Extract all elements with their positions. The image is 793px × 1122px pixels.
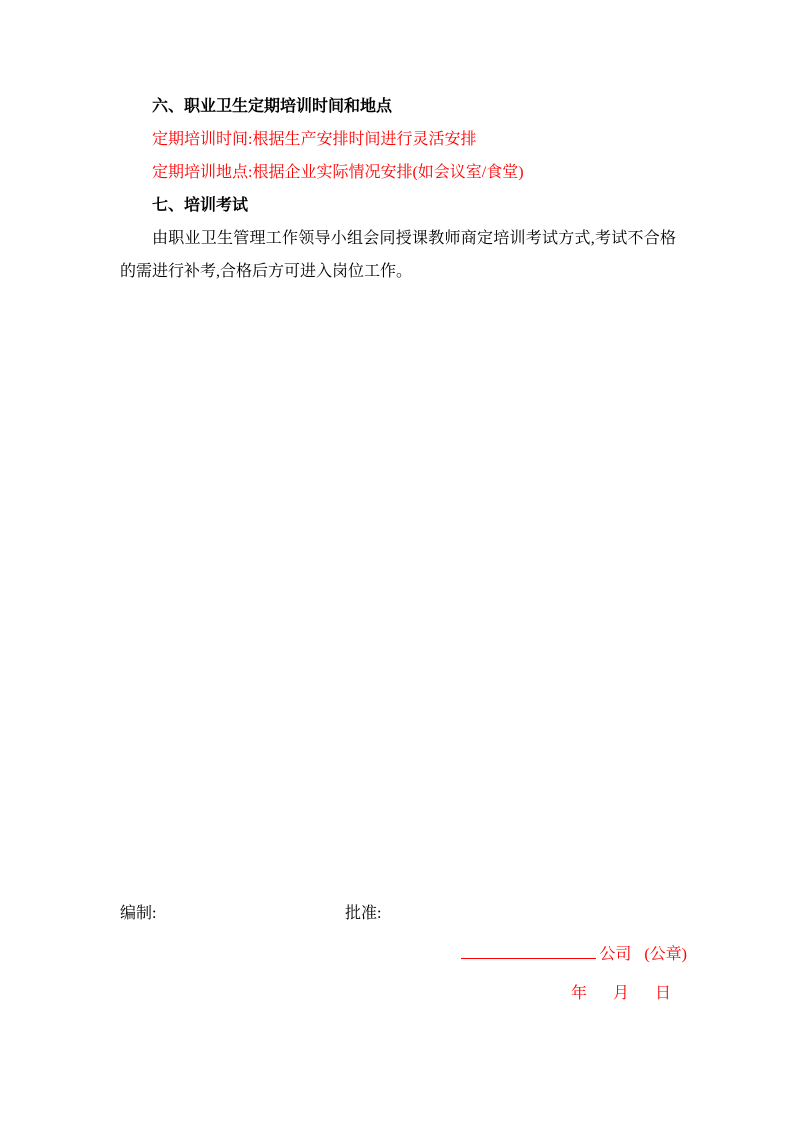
day-label: 日 (654, 985, 671, 1002)
seal-label: (公章) (644, 946, 687, 963)
section-7-heading: 七、培训考试 (152, 197, 249, 214)
date-line (571, 980, 671, 1003)
month-label: 月 (612, 985, 629, 1002)
company-seal-line (461, 941, 687, 964)
signature-row (120, 900, 676, 922)
company-label: 公司 (599, 946, 632, 963)
training-time-line: 定期培训时间:根据生产安排时间进行灵活安排 (152, 131, 477, 148)
section-6-heading: 六、职业卫生定期培训时间和地点 (152, 98, 393, 115)
training-place-line: 定期培训地点:根据企业实际情况安排(如会议室/食堂) (152, 164, 524, 181)
approved-by-label: 批准: (345, 905, 382, 922)
company-name-blank (461, 941, 596, 959)
document-body (120, 90, 676, 288)
year-label: 年 (570, 985, 587, 1002)
section-7-paragraph: 由职业卫生管理工作领导小组会同授课教师商定培训考试方式,考试不合格的需进行补考,合格后方可进入岗位工作。 (120, 230, 676, 280)
prepared-by-label: 编制: (120, 905, 157, 922)
